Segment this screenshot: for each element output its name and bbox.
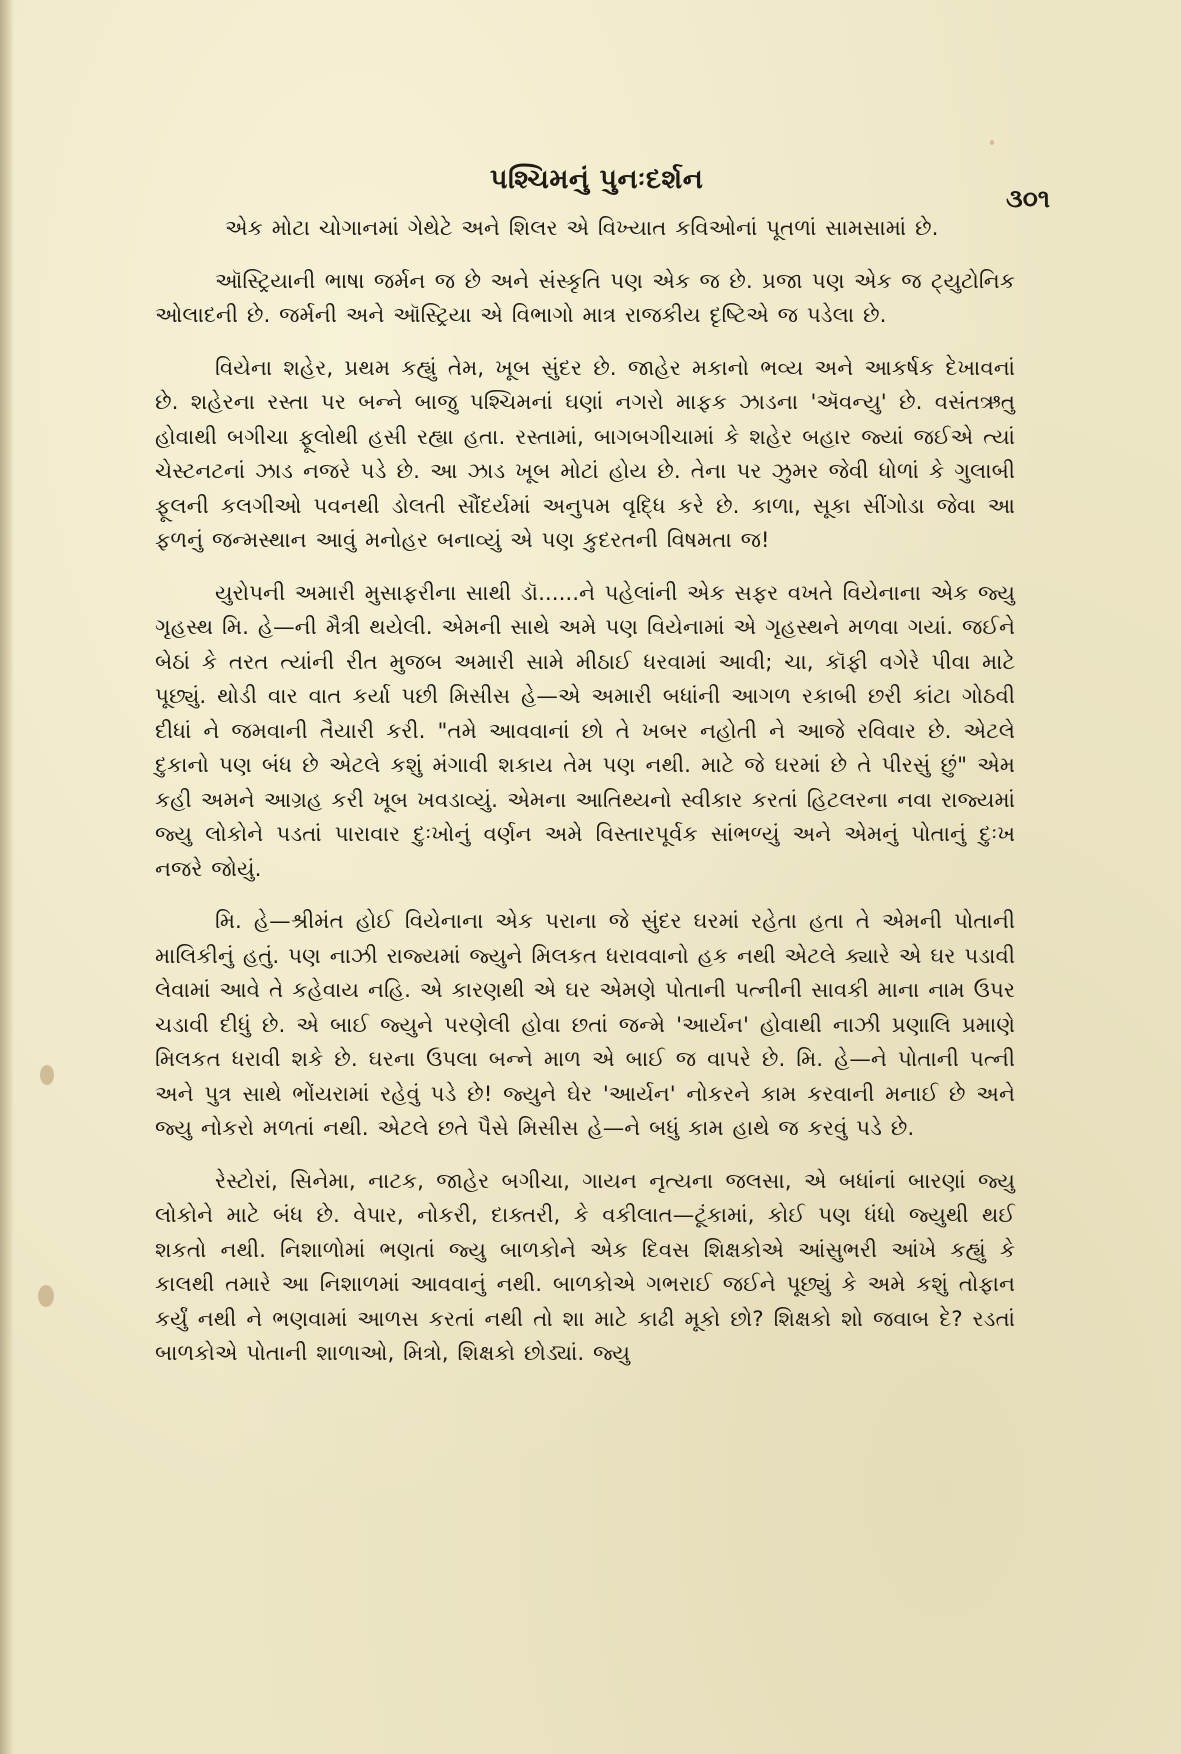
page-number: ૩૦૧: [1006, 184, 1050, 213]
page-binding-edge: [0, 0, 14, 1754]
running-title: પશ્ચિમનું પુનઃદર્શન: [490, 164, 704, 195]
paragraph: એક મોટા ચોગાનમાં ગેથેટે અને શિલર એ વિખ્યાત કવિઓનાં પૂતળાં સામસામાં છે.: [225, 216, 939, 241]
paragraph: રેસ્ટોરાં, સિનેમા, નાટક, જાહેર બગીચા, ગાયન નૃત્યના જલસા, એ બધાંનાં બારણાં જ્યુ લોકોને માટે બંધ છે. વેપાર, નોકરી, દાક્તરી, કે વકીલાત—ટૂંકામાં, કોઈ પણ ધંધો જ્યુથી થઈ શકતો નથી. નિશાળોમાં ભણતાં જ્યુ બાળકોને એક દિવસ શિક્ષકોએ આંસુભરી આંખે કહ્યું કે કાલથી તમારે આ નિશાળમાં આવવાનું નથી. બાળકોએ ગભરાઈ જઈને પૂછ્યું કે અમે કશું તોફાન કર્યું નથી ને ભણવામાં આળસ કરતાં નથી તો શા માટે કાઢી મૂકો છો? શિક્ષકો શો જવાબ દે? રડતાં બાળકોએ પોતાની શાળાઓ, મિત્રો, શિક્ષકો છોડ્યાં. જ્યુ: [155, 1168, 1015, 1366]
stain-mark: [990, 140, 994, 145]
paragraph: યુરોપની અમારી મુસાફરીના સાથી ડૉ......ને પહેલાંની એક સફર વખતે વિયેનાના એક જ્યુ ગૃહસ્થ મિ. હે—ની મૈત્રી થયેલી. એમની સાથે અમે પણ વિયેનામાં એ ગૃહસ્થને મળવા ગયાં. જઈને બેઠાં કે તરત ત્યાંની રીત મુજબ અમારી સામે મીઠાઈ ધરવામાં આવી; ચા, કૉફી વગેરે પીવા માટે પૂછ્યું. થોડી વાર વાત કર્યા પછી મિસીસ હે—એ અમારી બધાંની આગળ રકાબી છરી કાંટા ગોઠવી દીધાં ને જમવાની તૈયારી કરી. "તમે આવવાનાં છો તે ખબર નહોતી ને આજે રવિવાર છે. એટલે દુકાનો પણ બંધ છે એટલે કશું મંગાવી શકાય તેમ પણ નથી. માટે જે ઘરમાં છે તે પીરસું છું" એમ કહી અમને આગ્રહ કરી ખૂબ ખવડાવ્યું. એમના આતિથ્યનો સ્વીકાર કરતાં હિટલરના નવા રાજ્યમાં જ્યુ લોકોને પડતાં પારાવાર દુઃખોનું વર્ણન અમે વિસ્તારપૂર્વક સાંભળ્યું અને એમનું પોતાનું દુઃખ નજરે જોયું.: [155, 580, 1015, 882]
stain-mark: [38, 1285, 54, 1307]
stain-mark: [40, 1065, 54, 1085]
paragraph: ઑસ્ટ્રિયાની ભાષા જર્મન જ છે અને સંસ્કૃતિ પણ એક જ છે. પ્રજા પણ એક જ ટ્યુટોનિક ઓલાદની છે. જર્મની અને ઑસ્ટ્રિયા એ વિભાગો માત્ર રાજકીય દૃષ્ટિએ જ પડેલા છે.: [155, 268, 1015, 328]
paragraph: મિ. હે—શ્રીમંત હોઈ વિયેનાના એક પરાના જે સુંદર ઘરમાં રહેતા હતા તે એમની પોતાની માલિકીનું હતું. પણ નાઝી રાજ્યમાં જ્યુને મિલકત ધરાવવાનો હક નથી એટલે ક્યારે એ ઘર પડાવી લેવામાં આવે તે કહેવાય નહિ. એ કારણથી એ ઘર એમણે પોતાની પત્નીની સાવકી માના નામ ઉપર ચડાવી દીધું છે. એ બાઈ જ્યુને પરણેલી હોવા છતાં જન્મે 'આર્યન' હોવાથી નાઝી પ્રણાલિ પ્રમાણે મિલકત ધરાવી શકે છે. ઘરના ઉપલા બન્ને માળ એ બાઈ જ વાપરે છે. મિ. હે—ને પોતાની પત્ની અને પુત્ર સાથે ભોંયરામાં રહેવું પડે છે! જ્યુને ઘેર 'આર્યન' નોકરને કામ કરવાની મનાઈ છે અને જ્યુ નોકરો મળતાં નથી. એટલે છતે પૈસે મિસીસ હે—ને બધું કામ હાથે જ કરવું પડે છે.: [155, 909, 1015, 1141]
page-header: [150, 164, 1050, 213]
body-text: [155, 212, 1015, 1390]
paragraph: વિયેના શહેર, પ્રથમ કહ્યું તેમ, ખૂબ સુંદર છે. જાહેર મકાનો ભવ્ય અને આકર્ષક દેખાવનાં છે. શહેરના રસ્તા પર બન્ને બાજુ પશ્ચિમનાં ઘણાં નગરો માફક ઝાડના 'ઍવન્યુ' છે. વસંતઋતુ હોવાથી બગીચા ફૂલોથી હસી રહ્યા હતા. રસ્તામાં, બાગબગીચામાં કે શહેર બહાર જ્યાં જઈએ ત્યાં ચેસ્ટનટનાં ઝાડ નજરે પડે છે. આ ઝાડ ખૂબ મોટાં હોય છે. તેના પર ઝુમર જેવી ધોળાં કે ગુલાબી ફૂલની કલગીઓ પવનથી ડોલતી સૌંદર્યમાં અનુપમ વૃદ્ધિ કરે છે. કાળા, સૂકા સીંગોડા જેવા આ ફળનું જન્મસ્થાન આવું મનોહર બનાવ્યું એ પણ કુદરતની વિષમતા જ!: [155, 355, 1015, 553]
